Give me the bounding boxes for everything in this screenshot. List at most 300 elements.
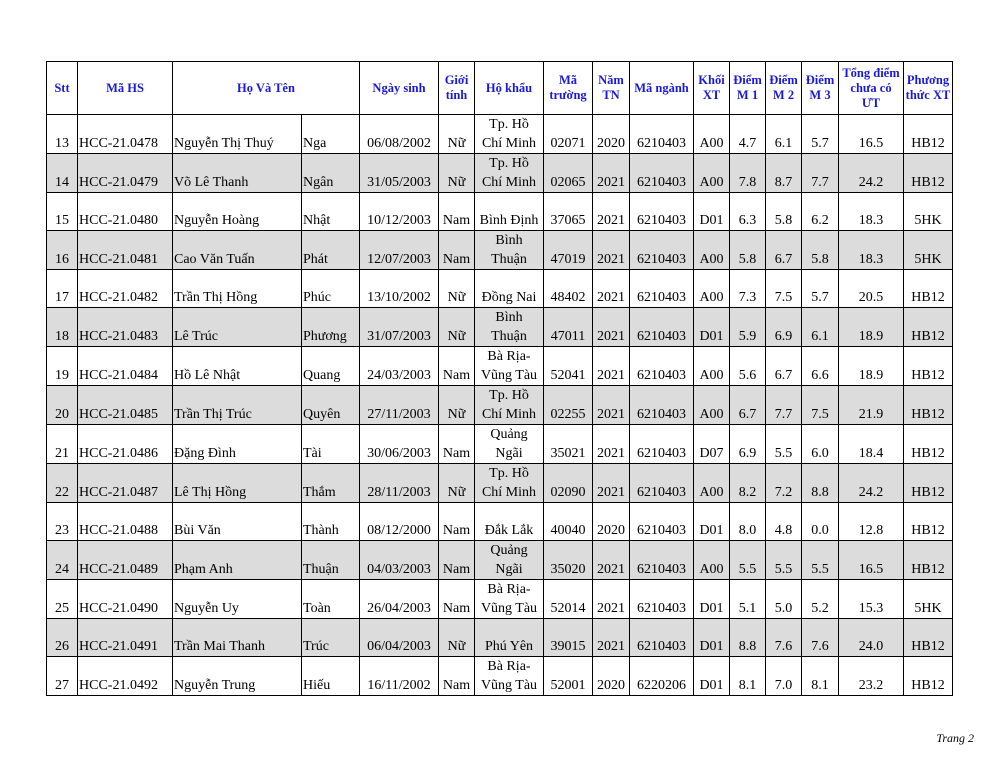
cell-ma-nganh: 6210403 [630,308,694,347]
ho-khau-line: Bà Rịa- [487,349,531,364]
ho-khau-line: Ngãi [495,446,523,461]
cell-phuong-thuc: 5HK [904,580,953,619]
cell-diem-m3: 5.8 [802,231,839,270]
cell-tong-diem: 24.2 [839,154,904,193]
cell-ma-hs: HCC-21.0490 [78,580,173,619]
cell-ma-hs: HCC-21.0484 [78,347,173,386]
cell-diem-m2: 8.7 [766,154,802,193]
ho-khau-line: Bà Rịa- [487,659,531,674]
cell-ho: Cao Văn Tuấn [173,231,302,270]
cell-ho: Nguyễn Trung [173,657,302,696]
cell-phuong-thuc: HB12 [904,464,953,503]
cell-diem-m3: 8.1 [802,657,839,696]
cell-ten: Quyên [302,386,360,425]
cell-diem-m3: 5.7 [802,115,839,154]
cell-stt: 25 [47,580,78,619]
ho-khau-line: Chí Minh [481,175,537,190]
table-row [47,115,953,154]
cell-tong-diem: 18.3 [839,231,904,270]
cell-ho: Võ Lê Thanh [173,154,302,193]
cell-ma-nganh: 6210403 [630,270,694,308]
cell-ngay-sinh: 30/06/2003 [360,425,439,464]
cell-ma-truong: 52001 [544,657,593,696]
cell-ma-truong: 02065 [544,154,593,193]
cell-tong-diem: 18.9 [839,347,904,386]
header-ho-va-ten: Họ Và Tên [173,62,360,115]
cell-tong-diem: 24.2 [839,464,904,503]
header-diem-m3: Điểm M 3 [802,62,839,115]
cell-tong-diem: 15.3 [839,580,904,619]
cell-ho: Nguyễn Uy [173,580,302,619]
cell-nam-tn: 2021 [593,231,630,270]
cell-ho: Trần Mai Thanh [173,619,302,657]
cell-ten: Toàn [302,580,360,619]
cell-ten: Nga [302,115,360,154]
cell-diem-m3: 5.2 [802,580,839,619]
cell-tong-diem: 24.0 [839,619,904,657]
ho-khau-line: Đắk Lắk [484,523,534,538]
cell-ho: Bùi Văn [173,503,302,541]
cell-ma-truong: 52014 [544,580,593,619]
student-roster-table [46,61,953,696]
cell-nam-tn: 2021 [593,464,630,503]
cell-khoi-xt: A00 [694,464,730,503]
cell-gioi-tinh: Nữ [439,464,475,503]
cell-ten: Thành [302,503,360,541]
cell-diem-m2: 7.0 [766,657,802,696]
cell-nam-tn: 2021 [593,541,630,580]
cell-diem-m2: 4.8 [766,503,802,541]
cell-ho-khau [475,115,544,154]
table-row [47,464,953,503]
cell-nam-tn: 2021 [593,347,630,386]
cell-diem-m1: 8.8 [730,619,766,657]
cell-ma-nganh: 6210403 [630,154,694,193]
cell-stt: 20 [47,386,78,425]
cell-ngay-sinh: 06/04/2003 [360,619,439,657]
cell-ten: Thuận [302,541,360,580]
cell-ten: Phát [302,231,360,270]
ho-khau-line: Quảng [490,543,528,558]
cell-phuong-thuc: HB12 [904,541,953,580]
cell-diem-m3: 7.5 [802,386,839,425]
cell-tong-diem: 20.5 [839,270,904,308]
cell-ma-nganh: 6210403 [630,619,694,657]
cell-diem-m3: 6.0 [802,425,839,464]
cell-ho-khau [475,541,544,580]
ho-khau-line: Phú Yên [484,639,534,654]
cell-ma-hs: HCC-21.0492 [78,657,173,696]
ho-khau-line: Tp. Hồ [489,466,529,481]
cell-ngay-sinh: 10/12/2003 [360,193,439,231]
cell-gioi-tinh: Nam [439,657,475,696]
header-ho-khau: Hộ khẩu [475,62,544,115]
cell-ngay-sinh: 31/05/2003 [360,154,439,193]
cell-khoi-xt: D01 [694,308,730,347]
cell-ma-truong: 39015 [544,619,593,657]
table-row [47,347,953,386]
cell-ho: Trần Thị Trúc [173,386,302,425]
cell-ma-hs: HCC-21.0489 [78,541,173,580]
cell-ho-khau [475,386,544,425]
cell-diem-m1: 6.3 [730,193,766,231]
cell-gioi-tinh: Nam [439,541,475,580]
cell-diem-m1: 7.3 [730,270,766,308]
cell-ten: Quang [302,347,360,386]
cell-stt: 13 [47,115,78,154]
cell-diem-m3: 7.6 [802,619,839,657]
cell-ngay-sinh: 13/10/2002 [360,270,439,308]
cell-stt: 23 [47,503,78,541]
cell-ma-truong: 35021 [544,425,593,464]
cell-gioi-tinh: Nữ [439,115,475,154]
cell-ma-truong: 48402 [544,270,593,308]
cell-stt: 22 [47,464,78,503]
cell-ma-nganh: 6210403 [630,115,694,154]
cell-ho-khau [475,425,544,464]
ho-khau-line: Chí Minh [481,407,537,422]
cell-ma-hs: HCC-21.0486 [78,425,173,464]
header-row [47,62,953,115]
header-ma-truong: Mã trường [544,62,593,115]
cell-khoi-xt: A00 [694,115,730,154]
cell-ma-truong: 47019 [544,231,593,270]
cell-stt: 17 [47,270,78,308]
ho-khau-line: Quảng [490,427,528,442]
table-row [47,193,953,231]
cell-ngay-sinh: 08/12/2000 [360,503,439,541]
cell-ma-truong: 47011 [544,308,593,347]
roster-body [47,115,953,696]
cell-ho: Nguyễn Hoàng [173,193,302,231]
ho-khau-line: Tp. Hồ [489,117,529,132]
ho-khau-line: Tp. Hồ [489,388,529,403]
table-row [47,386,953,425]
table-row [47,657,953,696]
cell-nam-tn: 2021 [593,580,630,619]
cell-tong-diem: 18.9 [839,308,904,347]
cell-ma-hs: HCC-21.0478 [78,115,173,154]
cell-ma-truong: 02090 [544,464,593,503]
cell-gioi-tinh: Nam [439,503,475,541]
header-nam-tn: Năm TN [593,62,630,115]
cell-ma-hs: HCC-21.0482 [78,270,173,308]
cell-ma-hs: HCC-21.0487 [78,464,173,503]
header-diem-m1: Điểm M 1 [730,62,766,115]
cell-ma-hs: HCC-21.0479 [78,154,173,193]
cell-ho-khau [475,193,544,231]
ho-khau-line: Vũng Tàu [480,678,538,693]
cell-diem-m1: 5.5 [730,541,766,580]
cell-diem-m3: 0.0 [802,503,839,541]
cell-ma-nganh: 6210403 [630,541,694,580]
cell-stt: 14 [47,154,78,193]
cell-ngay-sinh: 06/08/2002 [360,115,439,154]
cell-ma-hs: HCC-21.0491 [78,619,173,657]
cell-diem-m3: 7.7 [802,154,839,193]
cell-ma-nganh: 6210403 [630,425,694,464]
cell-ngay-sinh: 04/03/2003 [360,541,439,580]
cell-ho-khau [475,154,544,193]
cell-diem-m1: 8.0 [730,503,766,541]
cell-diem-m2: 5.8 [766,193,802,231]
cell-ma-nganh: 6210403 [630,386,694,425]
cell-stt: 27 [47,657,78,696]
cell-diem-m2: 6.7 [766,347,802,386]
cell-ma-nganh: 6210403 [630,193,694,231]
cell-diem-m1: 5.9 [730,308,766,347]
ho-khau-line: Chí Minh [481,136,537,151]
cell-ho-khau [475,347,544,386]
cell-ma-truong: 40040 [544,503,593,541]
cell-phuong-thuc: HB12 [904,386,953,425]
ho-khau-line: Ngãi [495,562,523,577]
cell-ho: Đặng Đình [173,425,302,464]
table-row [47,425,953,464]
cell-ho: Lê Thị Hồng [173,464,302,503]
cell-diem-m1: 6.7 [730,386,766,425]
cell-khoi-xt: D01 [694,503,730,541]
cell-ma-hs: HCC-21.0485 [78,386,173,425]
header-diem-m2: Điểm M 2 [766,62,802,115]
cell-ngay-sinh: 24/03/2003 [360,347,439,386]
cell-ten: Ngân [302,154,360,193]
cell-nam-tn: 2020 [593,503,630,541]
ho-khau-line: Bình [495,310,523,325]
cell-tong-diem: 18.4 [839,425,904,464]
header-khoi-xt: Khối XT [694,62,730,115]
cell-diem-m1: 7.8 [730,154,766,193]
cell-diem-m1: 5.1 [730,580,766,619]
cell-tong-diem: 18.3 [839,193,904,231]
cell-ma-nganh: 6210403 [630,231,694,270]
cell-nam-tn: 2021 [593,386,630,425]
cell-ma-truong: 35020 [544,541,593,580]
table-row [47,270,953,308]
cell-ten: Thắm [302,464,360,503]
cell-nam-tn: 2021 [593,619,630,657]
ho-khau-line: Bình [495,233,523,248]
cell-phuong-thuc: HB12 [904,347,953,386]
cell-gioi-tinh: Nữ [439,619,475,657]
cell-gioi-tinh: Nam [439,193,475,231]
cell-ho: Phạm Anh [173,541,302,580]
cell-phuong-thuc: HB12 [904,115,953,154]
ho-khau-line: Tp. Hồ [489,156,529,171]
cell-tong-diem: 23.2 [839,657,904,696]
cell-phuong-thuc: HB12 [904,154,953,193]
cell-ma-nganh: 6210403 [630,347,694,386]
cell-ho-khau [475,231,544,270]
cell-diem-m3: 5.7 [802,270,839,308]
cell-gioi-tinh: Nữ [439,386,475,425]
cell-khoi-xt: A00 [694,270,730,308]
cell-khoi-xt: D07 [694,425,730,464]
cell-khoi-xt: D01 [694,193,730,231]
cell-ten: Nhật [302,193,360,231]
table-row [47,619,953,657]
ho-khau-line: Vũng Tàu [480,368,538,383]
cell-ten: Trúc [302,619,360,657]
cell-khoi-xt: A00 [694,154,730,193]
header-ma-nganh: Mã ngành [630,62,694,115]
cell-khoi-xt: A00 [694,386,730,425]
cell-diem-m1: 8.2 [730,464,766,503]
cell-stt: 24 [47,541,78,580]
cell-diem-m1: 6.9 [730,425,766,464]
cell-diem-m3: 6.2 [802,193,839,231]
cell-ma-truong: 37065 [544,193,593,231]
cell-ten: Phúc [302,270,360,308]
cell-diem-m1: 8.1 [730,657,766,696]
cell-tong-diem: 16.5 [839,541,904,580]
cell-ma-truong: 52041 [544,347,593,386]
cell-ngay-sinh: 26/04/2003 [360,580,439,619]
header-phuong-thuc: Phương thức XT [904,62,953,115]
cell-ngay-sinh: 31/07/2003 [360,308,439,347]
cell-stt: 26 [47,619,78,657]
cell-diem-m2: 5.5 [766,541,802,580]
cell-gioi-tinh: Nam [439,231,475,270]
cell-khoi-xt: D01 [694,580,730,619]
cell-nam-tn: 2021 [593,308,630,347]
cell-stt: 18 [47,308,78,347]
cell-diem-m3: 5.5 [802,541,839,580]
cell-diem-m2: 7.5 [766,270,802,308]
cell-diem-m3: 6.6 [802,347,839,386]
ho-khau-line: Vũng Tàu [480,601,538,616]
cell-ma-nganh: 6210403 [630,503,694,541]
cell-ma-truong: 02071 [544,115,593,154]
cell-ma-hs: HCC-21.0483 [78,308,173,347]
cell-phuong-thuc: HB12 [904,308,953,347]
cell-ho-khau [475,657,544,696]
ho-khau-line: Bà Rịa- [487,582,531,597]
header-gioi-tinh: Giới tính [439,62,475,115]
cell-ho-khau [475,464,544,503]
cell-tong-diem: 21.9 [839,386,904,425]
cell-stt: 16 [47,231,78,270]
cell-phuong-thuc: 5HK [904,193,953,231]
cell-nam-tn: 2021 [593,270,630,308]
cell-ho-khau [475,270,544,308]
cell-ma-nganh: 6220206 [630,657,694,696]
cell-ten: Tài [302,425,360,464]
cell-gioi-tinh: Nữ [439,154,475,193]
cell-phuong-thuc: HB12 [904,503,953,541]
cell-diem-m1: 5.6 [730,347,766,386]
cell-khoi-xt: A00 [694,231,730,270]
table-row [47,154,953,193]
cell-ma-nganh: 6210403 [630,464,694,503]
cell-ngay-sinh: 16/11/2002 [360,657,439,696]
cell-ngay-sinh: 27/11/2003 [360,386,439,425]
table-row [47,503,953,541]
cell-ho-khau [475,580,544,619]
cell-ho-khau [475,503,544,541]
ho-khau-line: Chí Minh [481,485,537,500]
cell-diem-m3: 8.8 [802,464,839,503]
ho-khau-line: Thuận [491,252,527,267]
cell-ho: Nguyễn Thị Thuý [173,115,302,154]
cell-ten: Hiếu [302,657,360,696]
cell-diem-m2: 6.1 [766,115,802,154]
cell-diem-m2: 7.6 [766,619,802,657]
cell-diem-m2: 6.9 [766,308,802,347]
cell-ho: Lê Trúc [173,308,302,347]
cell-ho-khau [475,308,544,347]
cell-nam-tn: 2021 [593,425,630,464]
ho-khau-line: Bình Định [479,213,539,228]
cell-phuong-thuc: HB12 [904,425,953,464]
cell-ho: Hồ Lê Nhật [173,347,302,386]
cell-gioi-tinh: Nữ [439,270,475,308]
cell-nam-tn: 2020 [593,657,630,696]
cell-ma-nganh: 6210403 [630,580,694,619]
cell-diem-m2: 7.2 [766,464,802,503]
cell-ngay-sinh: 28/11/2003 [360,464,439,503]
cell-ho-khau [475,619,544,657]
cell-ten: Phương [302,308,360,347]
cell-stt: 21 [47,425,78,464]
cell-gioi-tinh: Nam [439,580,475,619]
cell-nam-tn: 2021 [593,193,630,231]
cell-stt: 15 [47,193,78,231]
cell-nam-tn: 2021 [593,154,630,193]
header-ngay-sinh: Ngày sinh [360,62,439,115]
cell-diem-m3: 6.1 [802,308,839,347]
cell-tong-diem: 12.8 [839,503,904,541]
table-row [47,580,953,619]
cell-khoi-xt: A00 [694,541,730,580]
cell-diem-m2: 5.0 [766,580,802,619]
header-ma-hs: Mã HS [78,62,173,115]
cell-phuong-thuc: HB12 [904,270,953,308]
cell-ngay-sinh: 12/07/2003 [360,231,439,270]
cell-nam-tn: 2020 [593,115,630,154]
cell-diem-m2: 7.7 [766,386,802,425]
cell-diem-m1: 4.7 [730,115,766,154]
cell-khoi-xt: D01 [694,657,730,696]
table-row [47,231,953,270]
cell-ma-hs: HCC-21.0480 [78,193,173,231]
cell-phuong-thuc: 5HK [904,231,953,270]
cell-gioi-tinh: Nam [439,425,475,464]
cell-ma-hs: HCC-21.0481 [78,231,173,270]
cell-diem-m2: 5.5 [766,425,802,464]
cell-gioi-tinh: Nữ [439,308,475,347]
cell-khoi-xt: D01 [694,619,730,657]
cell-khoi-xt: A00 [694,347,730,386]
cell-diem-m2: 6.7 [766,231,802,270]
cell-gioi-tinh: Nam [439,347,475,386]
page-number: Trang 2 [936,731,974,745]
cell-phuong-thuc: HB12 [904,657,953,696]
ho-khau-line: Thuận [491,329,527,344]
ho-khau-line: Đồng Nai [481,290,537,305]
cell-stt: 19 [47,347,78,386]
table-row [47,308,953,347]
header-stt: Stt [47,62,78,115]
cell-ma-hs: HCC-21.0488 [78,503,173,541]
cell-diem-m1: 5.8 [730,231,766,270]
cell-ho: Trần Thị Hồng [173,270,302,308]
cell-ma-truong: 02255 [544,386,593,425]
cell-tong-diem: 16.5 [839,115,904,154]
cell-phuong-thuc: HB12 [904,619,953,657]
header-tong-diem: Tổng điểm chưa có ƯT [839,62,904,115]
table-row [47,541,953,580]
